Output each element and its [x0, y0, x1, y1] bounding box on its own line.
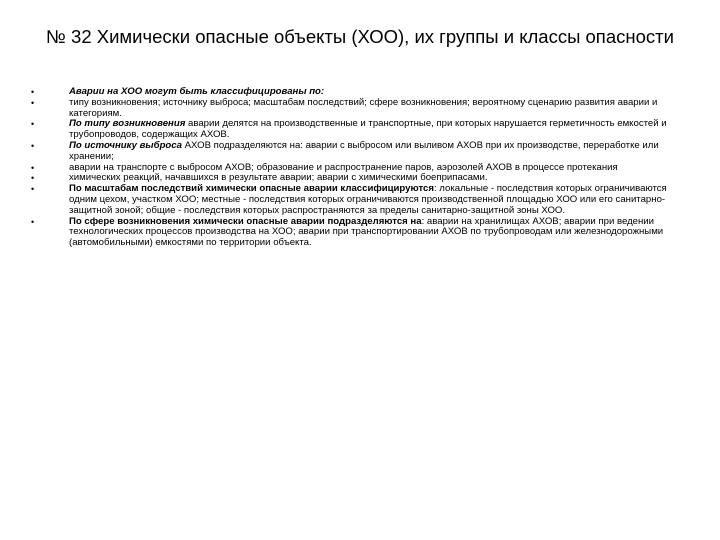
bullet-icon: •: [31, 173, 35, 184]
item-text: типу возникновения; источнику выброса; масштабам последствий; сфере возникновения; вероятному сценарию развития аварии и категориям.: [69, 96, 658, 119]
item-lead-text: По источнику выброса: [69, 139, 182, 151]
bullet-icon: •: [31, 87, 35, 97]
bullet-icon: •: [31, 162, 35, 173]
bullet-icon: •: [31, 119, 35, 130]
slide-title: № 32 Химически опасные объекты (ХОО), их группы и классы опасности: [46, 26, 674, 47]
item-text: аварии делятся на производственные и транспортные, при которых нарушается герметичность емкостей и трубопроводов, содержащих АХОВ.: [69, 118, 667, 141]
bullet-icon: •: [31, 216, 35, 227]
bullet-list: [31, 87, 686, 249]
list-item: [31, 98, 686, 120]
item-lead-text: По масштабам последствий химически опасные аварии классифицируются: [69, 183, 434, 195]
list-item: [31, 217, 686, 249]
item-lead-text: По типу возникновения: [69, 118, 186, 130]
item-lead-text: Аварии на ХОО могут быть классифицированы по:: [69, 86, 325, 97]
item-text: : аварии на хранилищах АХОВ; аварии при ведении технологических процессов производства на ХОО; аварии при транспортировании АХОВ по трубопроводам или железнодорожными (автомобильными) емкостями по территории объекта.: [69, 215, 664, 249]
list-item: [31, 141, 686, 163]
list-item: [31, 119, 686, 141]
list-item: [31, 184, 686, 216]
bullet-icon: •: [31, 184, 35, 195]
bullet-icon: •: [31, 140, 35, 151]
item-text: АХОВ подразделяются на: аварии с выбросом или выливом АХОВ при их производстве, переработке или хранении;: [69, 139, 659, 162]
item-text: химических реакций, начавшихся в результате аварии; аварии с химическими боеприпасами.: [69, 172, 488, 184]
bullet-icon: •: [31, 97, 35, 108]
item-text: : локальные - последствия которых ограничиваются одним цехом, участком ХОО; местные - последствия которых ограничиваются производственной площадью ХОО или его санитарно-защитной зоной; общие - последствия которых распространяются за пределы санитарно-защитной зоны ХОО.: [69, 183, 667, 216]
item-text: аварии на транспорте с выбросом АХОВ; образование и распространение паров, аэрозолей АХОВ в процессе протекания: [69, 161, 618, 173]
item-lead-text: По сфере возникновения химически опасные аварии подразделяются на: [69, 215, 422, 227]
